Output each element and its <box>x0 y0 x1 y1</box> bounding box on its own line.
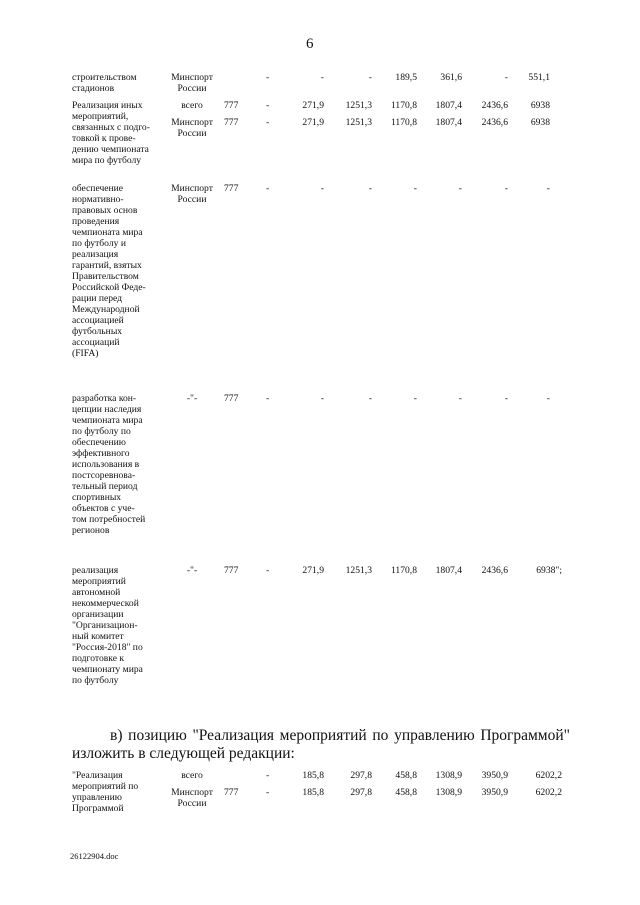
row-name-line: регионов <box>72 525 110 536</box>
value-cell: - <box>458 183 462 194</box>
paragraph-line1: в) позицию "Реализация мероприятий по управлению Программой" <box>110 727 570 744</box>
row-name-line: по футболу <box>72 675 119 686</box>
value-cell: - <box>368 393 372 404</box>
value-cell: 1251,3 <box>345 565 372 576</box>
value-cell: - <box>546 183 550 194</box>
row-name-line: том потребностей <box>72 514 146 525</box>
value-cell: 185,8 <box>302 787 324 798</box>
executor-line: Минспорт <box>171 183 213 194</box>
value-cell: - <box>368 183 372 194</box>
value-cell: - <box>266 100 270 111</box>
value-cell: 6202,2 <box>535 770 562 781</box>
row-name-line: по футболу и <box>72 238 126 249</box>
value-cell: - <box>320 183 324 194</box>
value-cell: - <box>320 72 324 83</box>
row-name-line: разработка кон- <box>72 393 137 404</box>
row-name-line: связанных с подго- <box>72 122 150 133</box>
row-name-line: ный комитет <box>72 631 124 642</box>
value-cell: - <box>320 393 324 404</box>
row-name-line: гарантий, взятых <box>72 260 142 271</box>
value-cell: 271,9 <box>302 565 324 576</box>
value-cell: - <box>266 565 270 576</box>
row-name-line: футбольных <box>72 326 123 337</box>
code-cell: 777 <box>224 565 239 576</box>
value-cell: - <box>413 393 417 404</box>
value-cell: 271,9 <box>302 117 324 128</box>
value-cell: - <box>266 72 270 83</box>
value-cell: - <box>266 183 270 194</box>
row-name-line: подготовке к <box>72 653 125 664</box>
value-cell: 1807,4 <box>435 117 462 128</box>
row-name <box>72 770 168 814</box>
row-name-line: дению чемпионата <box>72 144 149 155</box>
row-name-line: (FIFA) <box>72 348 99 359</box>
row-name-line: объектов с уче- <box>72 503 135 514</box>
value-cell: 6938"; <box>536 565 562 576</box>
value-cell: 458,8 <box>395 787 417 798</box>
value-cell: 189,5 <box>395 72 417 83</box>
executor-line: России <box>177 798 207 809</box>
value-cell: 1170,8 <box>390 100 417 111</box>
value-cell: 6938 <box>530 100 550 111</box>
executor-line: Минспорт <box>171 787 213 798</box>
executor-line: России <box>177 83 207 94</box>
executor-cell <box>168 787 216 809</box>
value-cell: 271,9 <box>302 100 324 111</box>
value-cell: 6938 <box>530 117 550 128</box>
value-cell: 2436,6 <box>481 565 508 576</box>
value-cell: - <box>504 72 508 83</box>
row-name-line: рации перед <box>72 293 123 304</box>
code-cell: 777 <box>224 100 239 111</box>
value-cell: 1170,8 <box>390 565 417 576</box>
value-cell: 2436,6 <box>481 100 508 111</box>
row-name-line: обеспечение <box>72 183 124 194</box>
row-name-line: ассоциаций <box>72 337 120 348</box>
value-cell: - <box>458 393 462 404</box>
row-name-line: реализация <box>72 249 119 260</box>
row-name-line: правовых основ <box>72 205 138 216</box>
value-cell: 1308,9 <box>435 770 462 781</box>
row-name-line: реализация <box>72 565 119 576</box>
row-name-line: товкой к прове- <box>72 133 136 144</box>
row-name <box>72 183 168 359</box>
value-cell: 1170,8 <box>390 117 417 128</box>
executor-cell <box>168 100 216 111</box>
row-name-line: чемпионата мира <box>72 415 143 426</box>
code-cell: 777 <box>224 393 239 404</box>
executor-cell <box>168 117 216 139</box>
row-name-line: "Организацион- <box>72 620 138 631</box>
row-name-line: проведения <box>72 216 120 227</box>
executor-cell <box>168 770 216 781</box>
executor-cell <box>168 183 216 205</box>
row-name-line: чемпионата мира <box>72 227 143 238</box>
value-cell: 1807,4 <box>435 100 462 111</box>
row-name <box>72 393 168 536</box>
row-name-line: постсоревнова- <box>72 470 136 481</box>
executor-line: России <box>177 128 207 139</box>
row-name-line: ассоциацией <box>72 315 124 326</box>
row-name-line: Реализация иных <box>72 100 143 111</box>
executor-line: Минспорт <box>171 117 213 128</box>
row-name-line: тельный период <box>72 481 138 492</box>
executor-cell <box>168 72 216 94</box>
executor-line: всего <box>181 100 203 111</box>
row-name-line: мероприятий, <box>72 111 129 122</box>
row-name-line: "Реализация <box>72 770 123 781</box>
executor-line: России <box>177 194 207 205</box>
value-cell: 1251,3 <box>345 117 372 128</box>
value-cell: - <box>504 183 508 194</box>
row-name-line: обеспечению <box>72 437 126 448</box>
row-name-line: нормативно- <box>72 194 124 205</box>
row-name-line: Программой <box>72 803 124 814</box>
page-number: 6 <box>306 36 314 52</box>
executor-cell <box>168 565 216 576</box>
row-name <box>72 100 168 166</box>
value-cell: 2436,6 <box>481 117 508 128</box>
row-name-line: чемпионату мира <box>72 664 143 675</box>
executor-cell <box>168 393 216 404</box>
value-cell: 551,1 <box>528 72 550 83</box>
row-name-line: Правительством <box>72 271 139 282</box>
row-name-line: управлению <box>72 792 122 803</box>
code-cell: 777 <box>224 183 239 194</box>
value-cell: 297,8 <box>350 770 372 781</box>
value-cell: - <box>368 72 372 83</box>
value-cell: 1308,9 <box>435 787 462 798</box>
row-name-line: некоммерческой <box>72 598 139 609</box>
row-name-line: автономной <box>72 587 121 598</box>
row-name <box>72 565 168 686</box>
value-cell: 3950,9 <box>481 787 508 798</box>
value-cell: 458,8 <box>395 770 417 781</box>
executor-line: -"- <box>186 565 198 576</box>
value-cell: 6202,2 <box>535 787 562 798</box>
value-cell: - <box>266 117 270 128</box>
paragraph-line2: изложить в следующей редакции: <box>72 745 295 762</box>
executor-line: -"- <box>186 393 198 404</box>
row-name-line: "Россия-2018" по <box>72 642 143 653</box>
value-cell: - <box>504 393 508 404</box>
row-name-line: Российской Феде- <box>72 282 146 293</box>
value-cell: 297,8 <box>350 787 372 798</box>
footer-filename: 26122904.doc <box>70 851 119 861</box>
row-name-line: спортивных <box>72 492 122 503</box>
value-cell: - <box>266 787 270 798</box>
value-cell: - <box>266 770 270 781</box>
value-cell: - <box>266 393 270 404</box>
row-name-line: мероприятий по <box>72 781 139 792</box>
value-cell: - <box>413 183 417 194</box>
row-name-line: цепции наследия <box>72 404 142 415</box>
row-name-line: мероприятий <box>72 576 126 587</box>
row-name-line: строительством <box>72 72 137 83</box>
executor-line: Минспорт <box>171 72 213 83</box>
code-cell: 777 <box>224 787 239 798</box>
row-name-line: по футболу по <box>72 426 131 437</box>
executor-line: всего <box>181 770 203 781</box>
row-name-line: стадионов <box>72 83 115 94</box>
value-cell: 361,6 <box>440 72 462 83</box>
value-cell: 1807,4 <box>435 565 462 576</box>
row-name-line: эффективного <box>72 448 130 459</box>
row-name-line: использования в <box>72 459 140 470</box>
row-name-line: мира по футболу <box>72 155 142 166</box>
row-name-line: организации <box>72 609 124 620</box>
value-cell: 3950,9 <box>481 770 508 781</box>
value-cell: - <box>546 393 550 404</box>
row-name-line: Международной <box>72 304 140 315</box>
value-cell: 185,8 <box>302 770 324 781</box>
value-cell: 1251,3 <box>345 100 372 111</box>
row-name <box>72 72 168 94</box>
code-cell: 777 <box>224 117 239 128</box>
